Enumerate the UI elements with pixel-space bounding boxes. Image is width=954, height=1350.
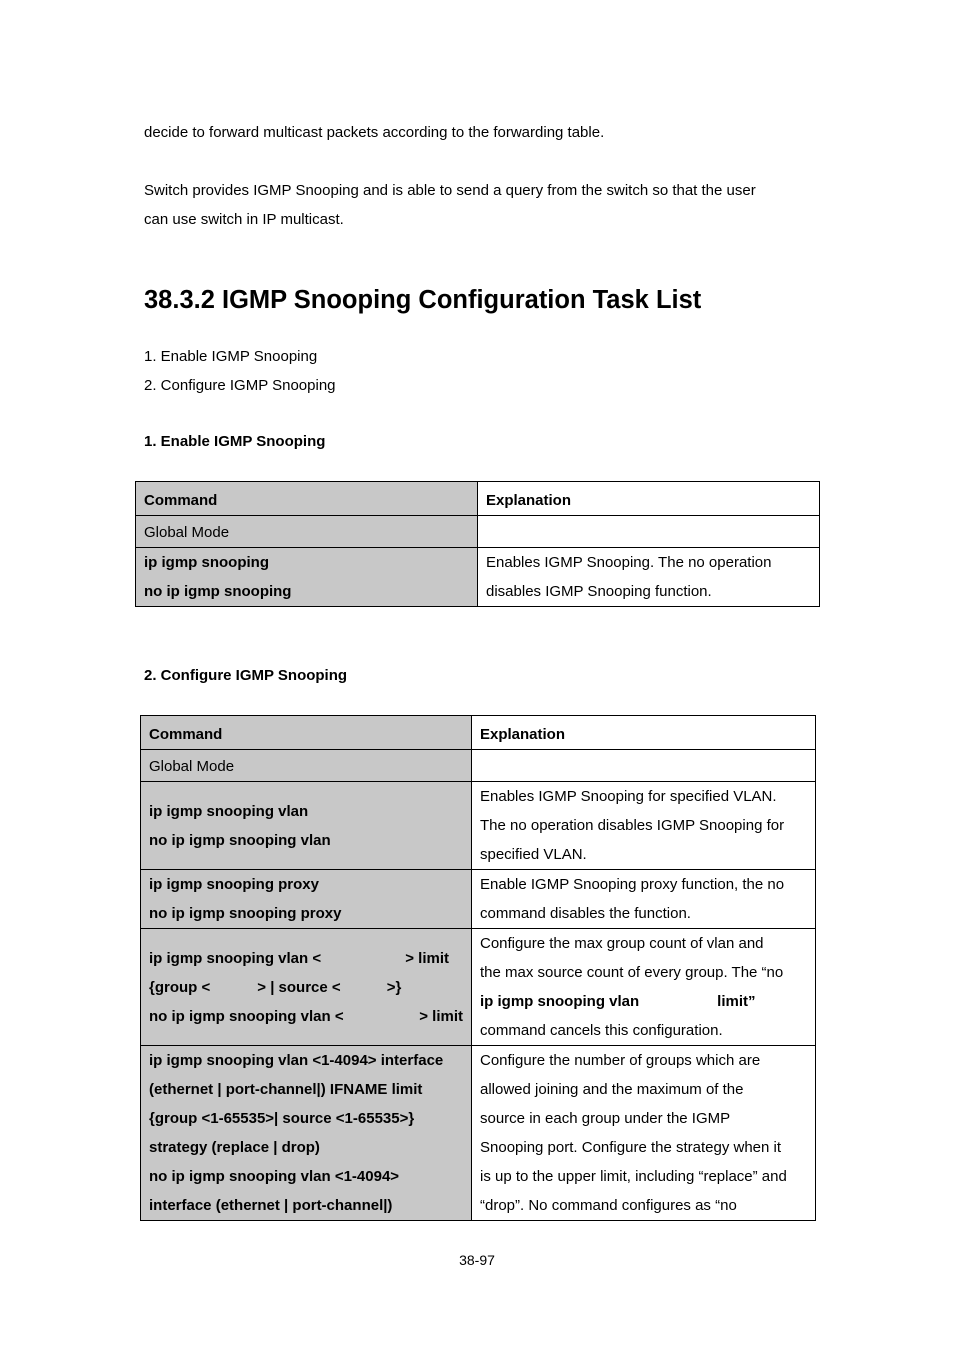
command-text: ip igmp snooping proxy — [149, 876, 319, 893]
command-line — [149, 944, 463, 973]
task-list — [144, 342, 336, 400]
command-text: no ip igmp snooping vlan — [149, 831, 331, 849]
command-cell — [141, 1046, 472, 1221]
command-text: no ip igmp snooping proxy — [149, 905, 342, 922]
table-row — [141, 929, 816, 1046]
explanation-text: Snooping port. Configure the strategy when it — [480, 1139, 782, 1156]
command-text: ip igmp snooping vlan <1-4094> interface — [149, 1052, 444, 1069]
table-row — [141, 870, 816, 929]
explanation-text: the max source count of every group. The “no — [480, 964, 784, 981]
command-text: strategy (replace | drop) — [149, 1139, 320, 1156]
explanation-text: Enable IGMP Snooping proxy function, the no — [480, 876, 785, 893]
explanation-line — [480, 987, 807, 1016]
header-explanation: Explanation — [478, 482, 820, 516]
explanation-text: specified VLAN. — [480, 846, 587, 863]
explanation-text: source in each group under the IGMP — [480, 1110, 731, 1127]
subsection-title: 1. Enable IGMP Snooping — [144, 433, 326, 450]
explanation-cell — [472, 782, 816, 870]
header-explanation: Explanation — [472, 716, 816, 750]
table-row — [141, 782, 816, 870]
command-text: {group <1-65535>| source <1-65535>} — [149, 1110, 415, 1127]
command-text: > limit — [405, 949, 449, 967]
explanation-text: Configure the number of groups which are — [480, 1052, 761, 1069]
command-text: > limit — [419, 1007, 463, 1025]
command-cell — [141, 782, 472, 870]
command-text: no ip igmp snooping vlan < — [149, 1007, 344, 1025]
explanation-text: disables IGMP Snooping function. — [486, 583, 712, 600]
command-text: ip igmp snooping vlan — [149, 802, 309, 820]
explanation-cell — [472, 1046, 816, 1221]
command-line — [149, 973, 463, 1002]
command-line — [149, 1002, 463, 1031]
explanation-text: “drop”. No command configures as “no — [480, 1197, 737, 1214]
header-command: Command — [136, 482, 478, 516]
page-number: 38-97 — [459, 1252, 495, 1268]
explanation-text: command cancels this configuration. — [480, 1022, 723, 1039]
section-heading: 38.3.2 IGMP Snooping Configuration Task List — [144, 286, 702, 314]
mode-cell: Global Mode — [141, 750, 472, 782]
mode-cell: Global Mode — [136, 516, 478, 548]
command-text: ip igmp snooping — [144, 554, 269, 571]
table-header-row — [136, 482, 820, 516]
command-table-configure — [140, 715, 816, 1221]
explanation-text: Enables IGMP Snooping for specified VLAN. — [480, 788, 777, 805]
explanation-text: Configure the max group count of vlan and — [480, 935, 764, 952]
command-cell — [141, 870, 472, 929]
explanation-text: limit” — [717, 993, 756, 1010]
body-paragraph — [144, 176, 756, 234]
body-text: Switch provides IGMP Snooping and is able to send a query from the switch so that the user — [144, 182, 756, 199]
command-text: interface (ethernet | port-channel|) — [149, 1197, 393, 1214]
empty-cell — [478, 516, 820, 548]
table-row — [136, 548, 820, 607]
explanation-text: Enables IGMP Snooping. The no operation — [486, 554, 772, 571]
command-table-enable — [135, 481, 820, 607]
command-text: >} — [386, 978, 402, 996]
command-cell — [136, 548, 478, 607]
explanation-text: is up to the upper limit, including “replace” and — [480, 1168, 787, 1185]
explanation-text: ip igmp snooping vlan — [480, 993, 640, 1010]
task-list-item: 2. Configure IGMP Snooping — [144, 377, 336, 394]
task-list-item: 1. Enable IGMP Snooping — [144, 348, 318, 365]
explanation-text: command disables the function. — [480, 905, 691, 922]
empty-cell — [472, 750, 816, 782]
command-text: > | source < — [257, 978, 341, 996]
explanation-text: allowed joining and the maximum of the — [480, 1081, 744, 1098]
body-text: decide to forward multicast packets according to the forwarding table. — [144, 124, 605, 141]
table-row-mode — [136, 516, 820, 548]
subsection-title: 2. Configure IGMP Snooping — [144, 667, 348, 684]
body-text: can use switch in IP multicast. — [144, 211, 344, 228]
command-text: {group < — [149, 978, 211, 996]
header-command: Command — [141, 716, 472, 750]
command-text: (ethernet | port-channel|) IFNAME limit — [149, 1081, 423, 1098]
explanation-cell — [472, 929, 816, 1046]
explanation-cell — [478, 548, 820, 607]
command-text: ip igmp snooping vlan < — [149, 949, 322, 967]
table-row-mode — [141, 750, 816, 782]
table-row — [141, 1046, 816, 1221]
explanation-text: The no operation disables IGMP Snooping for — [480, 817, 785, 834]
command-text: no ip igmp snooping — [144, 583, 292, 600]
explanation-cell — [472, 870, 816, 929]
table-header-row — [141, 716, 816, 750]
command-text: no ip igmp snooping vlan <1-4094> — [149, 1168, 400, 1185]
command-cell — [141, 929, 472, 1046]
